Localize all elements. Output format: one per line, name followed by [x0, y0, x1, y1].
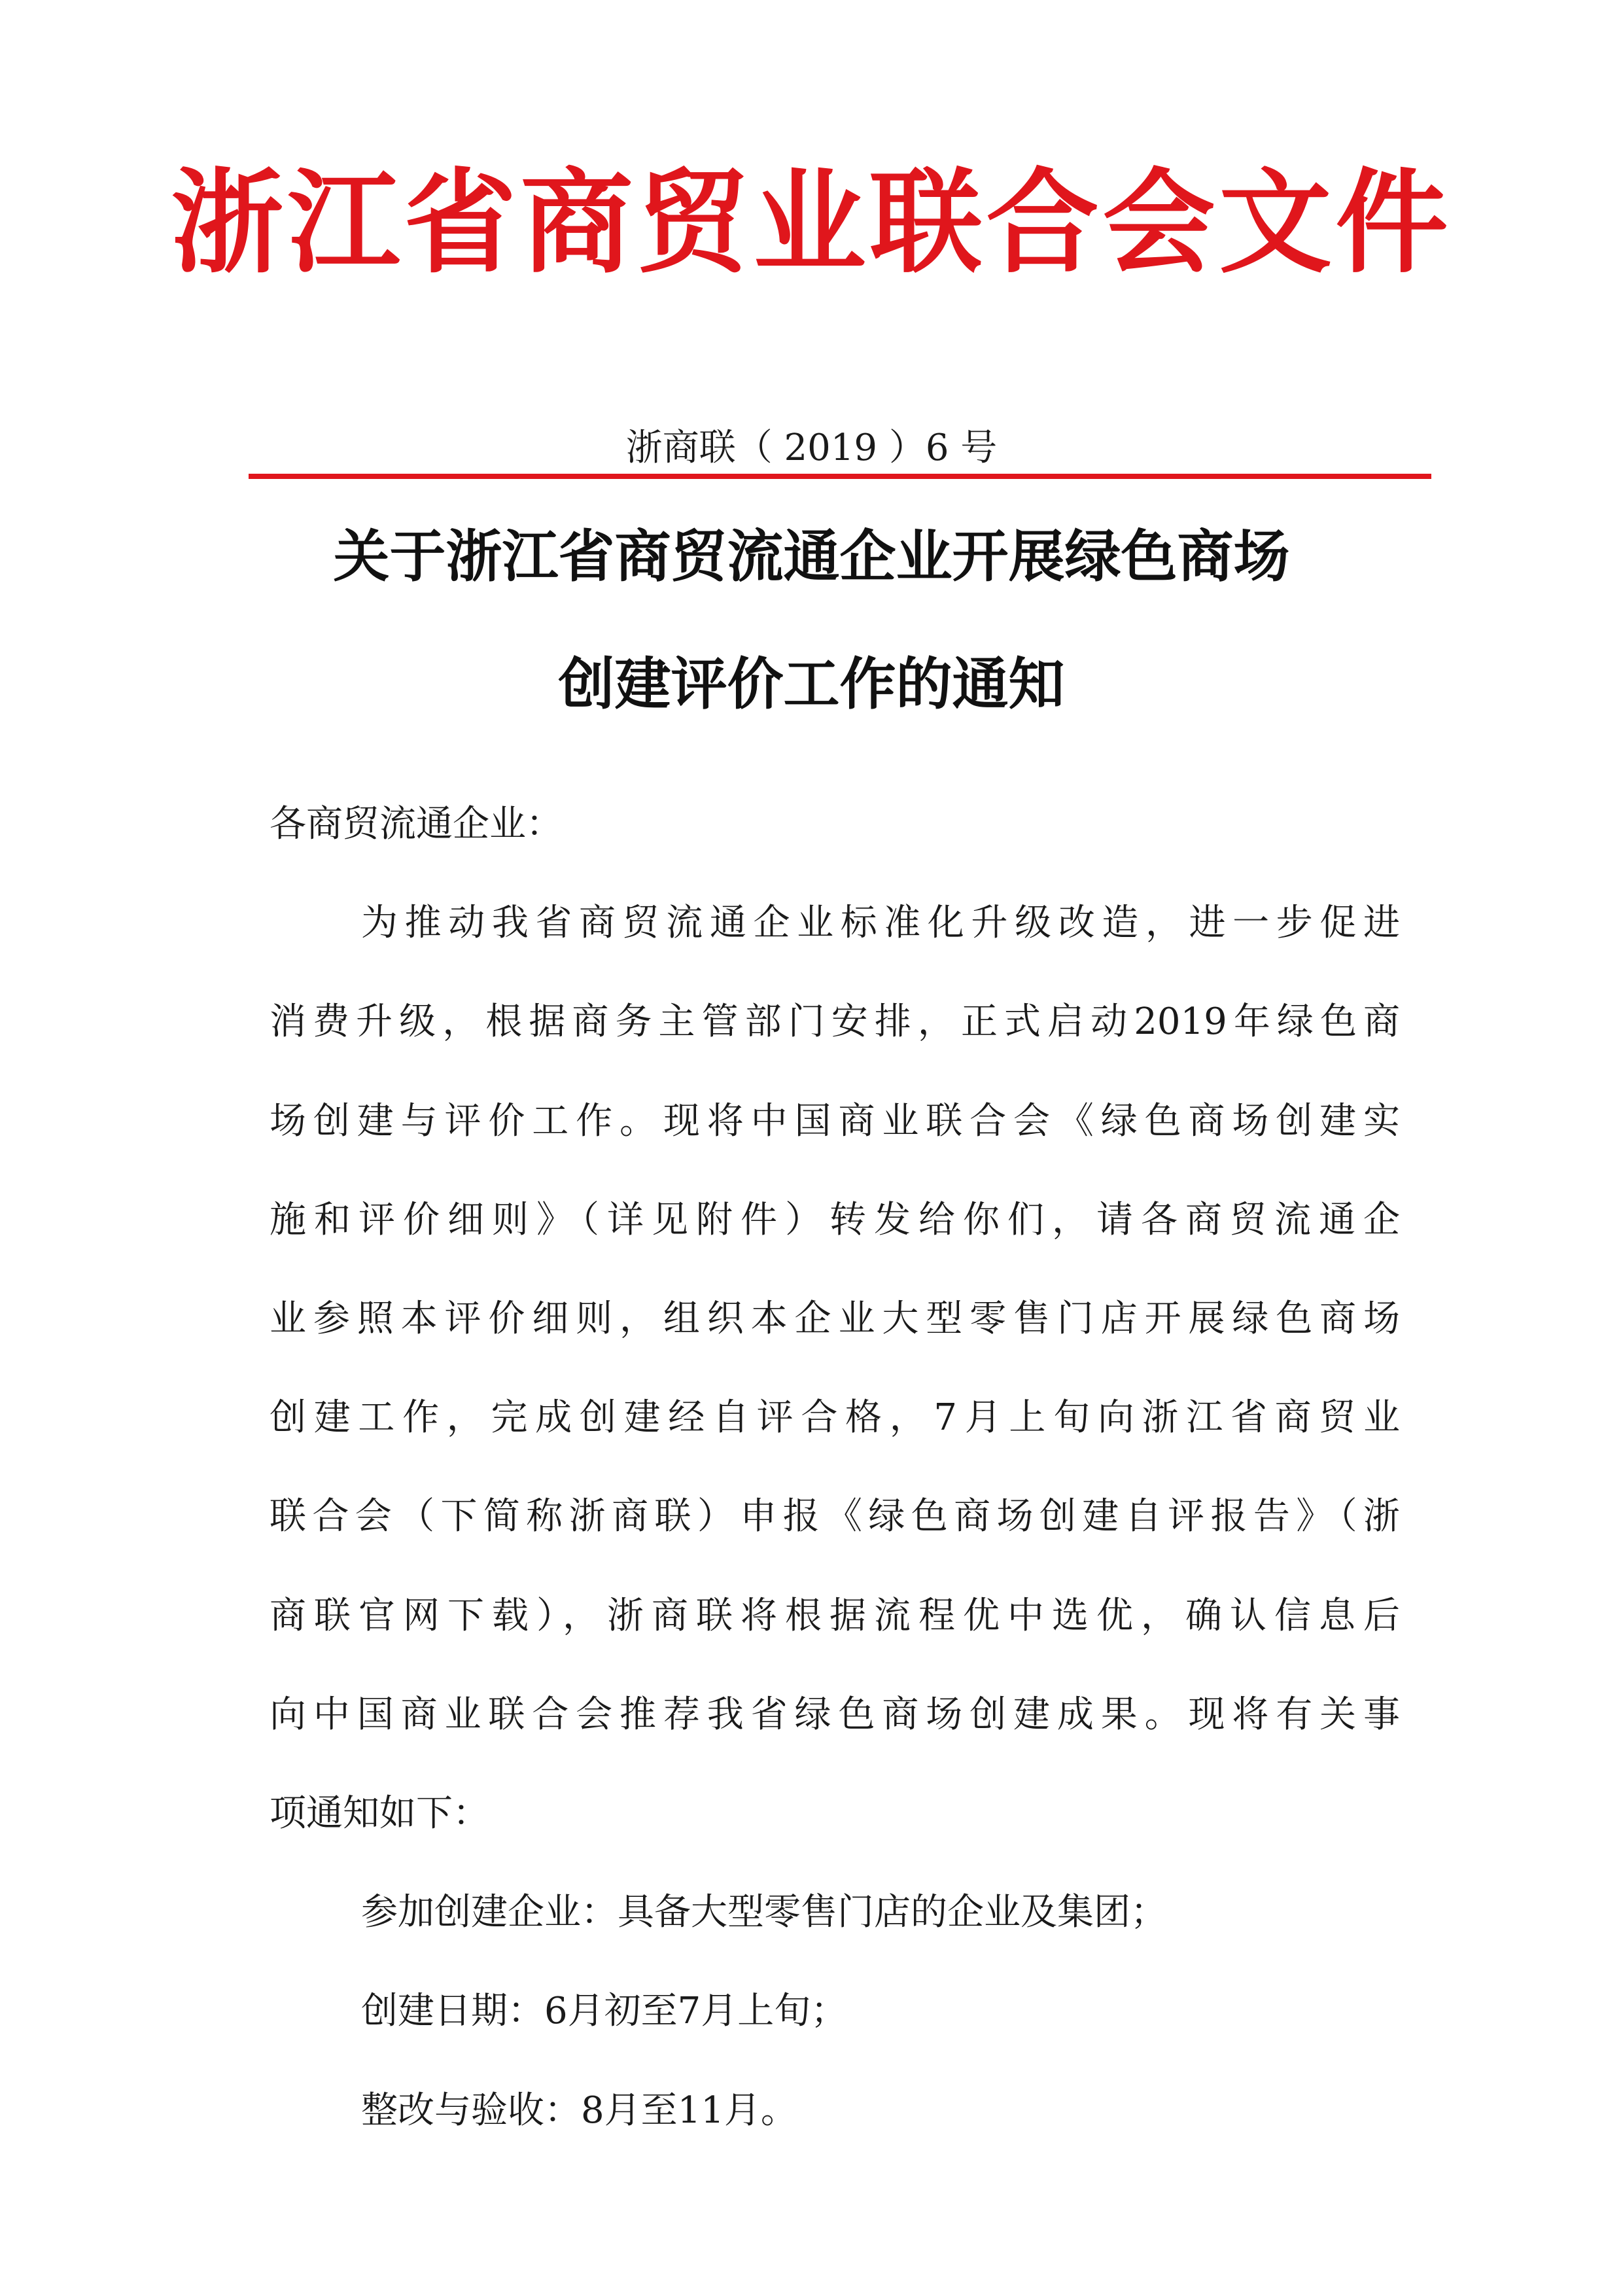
letterhead-title: 浙江省商贸业联合会文件 [171, 157, 1452, 289]
paragraph-line: 联合会（下简称浙商联）申报《绿色商场创建自评报告》（浙 [270, 1495, 1400, 1538]
red-divider-line [249, 474, 1431, 479]
document-title-line-2: 创建评价工作的通知 [558, 651, 1065, 717]
paragraph-line: 场创建与评价工作。现将中国商业联合会《绿色商场创建实 [270, 1100, 1400, 1142]
document-title-line-1: 关于浙江省商贸流通企业开展绿色商场 [333, 523, 1290, 590]
paragraph-line: 业参照本评价细则，组织本企业大型零售门店开展绿色商场 [270, 1298, 1400, 1340]
document-number: 浙商联（ 2019 ）6 号 [625, 427, 998, 469]
list-item: 整改与验收：8月至11月。 [361, 2089, 797, 2132]
paragraph-line: 为推动我省商贸流通企业标准化升级改造，进一步促进 [361, 902, 1400, 944]
list-item: 创建日期：6月初至7月上旬； [361, 1990, 848, 2032]
paragraph-line: 创建工作，完成创建经自评合格，7月上旬向浙江省商贸业 [270, 1396, 1400, 1439]
paragraph-line: 商联官网下载），浙商联将根据流程优中选优，确认信息后 [270, 1595, 1400, 1637]
paragraph-line: 项通知如下： [270, 1792, 489, 1835]
paragraph-line: 向中国商业联合会推荐我省绿色商场创建成果。现将有关事 [270, 1693, 1400, 1736]
paragraph-line: 施和评价细则》（详见附件）转发给你们，请各商贸流通企 [270, 1199, 1400, 1241]
paragraph-line: 消费升级，根据商务主管部门安排，正式启动2019年绿色商 [270, 1000, 1400, 1043]
salutation: 各商贸流通企业： [270, 803, 563, 845]
list-item: 参加创建企业：具备大型零售门店的企业及集团； [361, 1891, 1167, 1934]
